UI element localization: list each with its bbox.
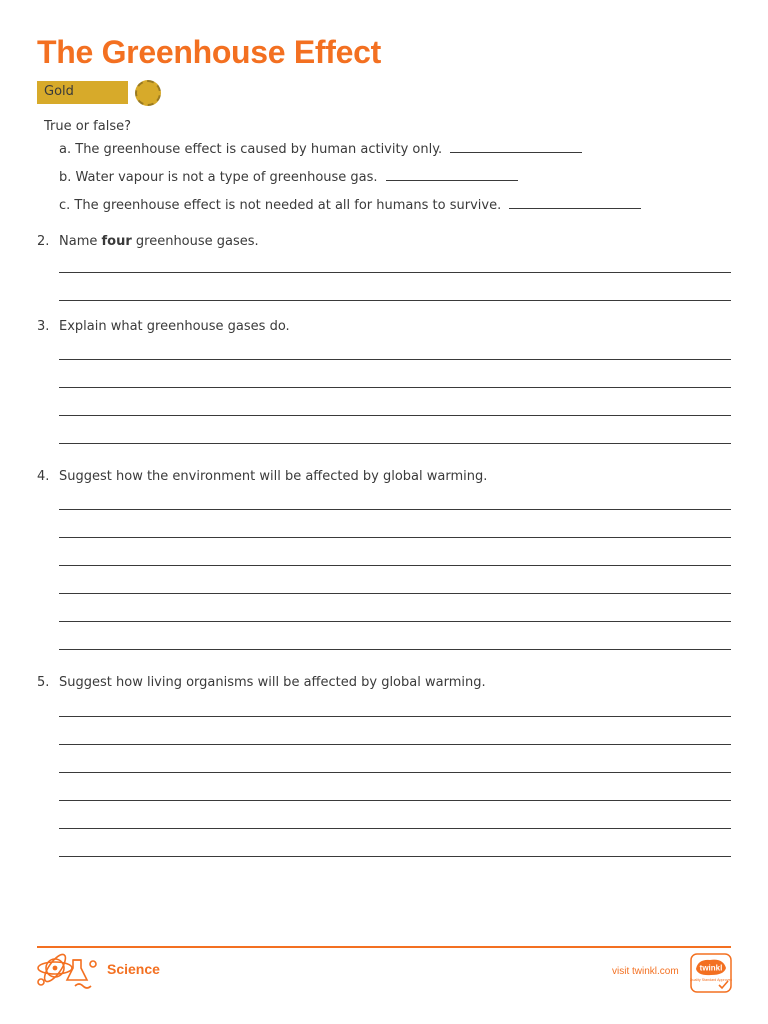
- q2-text-before: Name: [59, 234, 102, 249]
- science-icon: [35, 950, 99, 990]
- q5-answer-line-2[interactable]: [59, 744, 731, 745]
- q5-answer-line-5[interactable]: [59, 828, 731, 829]
- q1c-label: c.: [59, 198, 71, 213]
- q2-text-after: greenhouse gases.: [131, 234, 259, 249]
- q1b-text: Water vapour is not a type of greenhouse gas.: [75, 170, 378, 185]
- q4-answer-line-3[interactable]: [59, 565, 731, 566]
- q4-answer-line-1[interactable]: [59, 509, 731, 510]
- q4-prompt: Suggest how the environment will be affected by global warming.: [59, 469, 488, 484]
- q2-answer-line-1[interactable]: [59, 272, 731, 273]
- q1a-text: The greenhouse effect is caused by human activity only.: [75, 142, 443, 157]
- q2-number: 2.: [37, 234, 50, 249]
- q1b-label: b.: [59, 170, 72, 185]
- q1c-text: The greenhouse effect is not needed at all for humans to survive.: [74, 198, 502, 213]
- q5-answer-line-4[interactable]: [59, 800, 731, 801]
- q1-heading: True or false?: [44, 119, 132, 134]
- q3-answer-line-2[interactable]: [59, 387, 731, 388]
- twinkl-logo-text: twinkl: [699, 963, 723, 973]
- q3-answer-line-4[interactable]: [59, 443, 731, 444]
- footer-url-link[interactable]: visit twinkl.com: [612, 966, 679, 977]
- level-badge: Gold: [37, 81, 128, 104]
- q3-prompt: Explain what greenhouse gases do.: [59, 319, 290, 334]
- footer-subject: Science: [107, 961, 160, 977]
- q1b-item: [59, 168, 518, 185]
- q5-number: 5.: [37, 675, 50, 690]
- q1a-item: [59, 140, 582, 157]
- q5-answer-line-3[interactable]: [59, 772, 731, 773]
- q1c-blank[interactable]: [509, 196, 641, 209]
- gold-coin-icon: [135, 80, 161, 106]
- q1c-item: [59, 196, 641, 213]
- q5-prompt: Suggest how living organisms will be affected by global warming.: [59, 675, 486, 690]
- twinkl-logo-icon: [690, 953, 732, 993]
- twinkl-logo-subtext: Quality Standard Approved: [690, 978, 732, 982]
- q5-answer-line-6[interactable]: [59, 856, 731, 857]
- q5-answer-line-1[interactable]: [59, 716, 731, 717]
- q3-answer-line-1[interactable]: [59, 359, 731, 360]
- page-title: The Greenhouse Effect: [37, 34, 381, 70]
- q1a-label: a.: [59, 142, 72, 157]
- q4-answer-line-4[interactable]: [59, 593, 731, 594]
- q3-number: 3.: [37, 319, 50, 334]
- q3-answer-line-3[interactable]: [59, 415, 731, 416]
- q4-answer-line-2[interactable]: [59, 537, 731, 538]
- q4-answer-line-5[interactable]: [59, 621, 731, 622]
- q4-number: 4.: [37, 469, 50, 484]
- q2-text-bold: four: [101, 234, 132, 249]
- q4-answer-line-6[interactable]: [59, 649, 731, 650]
- q2-prompt: [59, 234, 259, 249]
- q1a-blank[interactable]: [450, 140, 582, 153]
- footer-divider: [37, 946, 731, 948]
- q2-answer-line-2[interactable]: [59, 300, 731, 301]
- q1b-blank[interactable]: [386, 168, 518, 181]
